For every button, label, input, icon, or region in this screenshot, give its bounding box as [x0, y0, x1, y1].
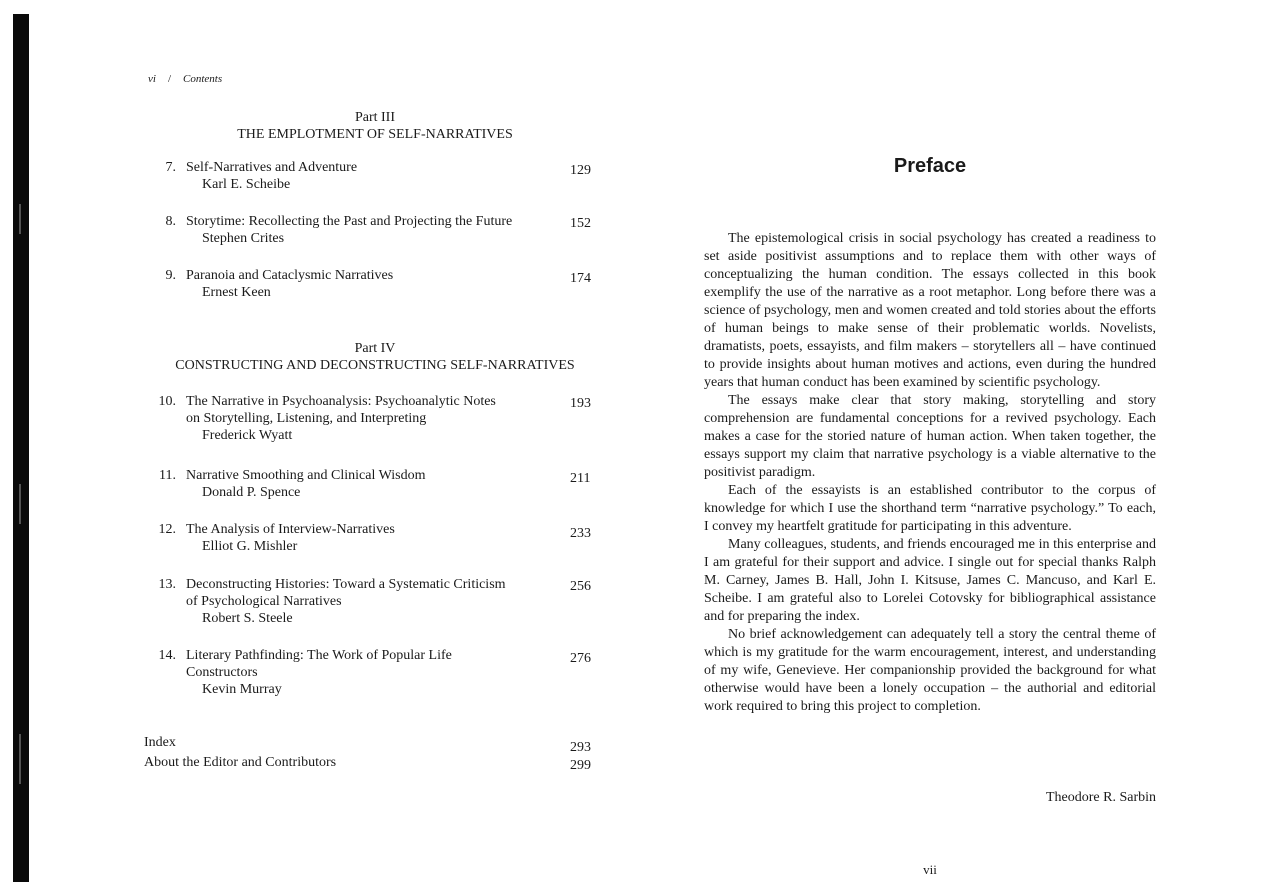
chapter-title-line: Constructors	[186, 665, 258, 680]
author-signature: Theodore R. Sarbin	[1045, 790, 1156, 805]
chapter-number: 12.	[158, 522, 176, 537]
book-binding-edge	[13, 14, 29, 882]
chapter-title	[186, 267, 556, 301]
preface-paragraph: The epistemological crisis in social psychology has created a readiness to set aside positivist assumptions and to replace them with other ways of conceptualizing the human condition. The essays collected in this book exemplify the use of the narrative as a root metaphor. Long before there was a science of psychology, men and women created and told stories about the efforts of human beings to make sense of their problematic worlds. Novelists, dramatists, poets, essayists, and film makers – storytellers all – have continued to provide insights about human motives and actions, even during the hundred years that human conduct has been examined by scientific psychology.	[704, 231, 1156, 390]
page-title: Preface	[893, 155, 967, 177]
chapter-author: Donald P. Spence	[202, 485, 301, 500]
chapter-page: 129	[570, 163, 591, 178]
chapter-title	[186, 159, 556, 193]
part-title: CONSTRUCTING AND DECONSTRUCTING SELF-NARRATIVES	[175, 358, 575, 373]
chapter-title-line: The Analysis of Interview-Narratives	[186, 522, 395, 537]
chapter-title	[186, 213, 556, 247]
preface-paragraph: No brief acknowledgement can adequately tell a story the central theme of which is my gratitude for the warm encouragement, interest, and understanding of my wife, Genevieve. Her companionship provided the background for what otherwise would have been a lonely occupation – the authorial and editorial work required to bring this project to completion.	[704, 627, 1156, 714]
part-label: Part III	[354, 110, 396, 125]
chapter-title-line: of Psychological Narratives	[186, 594, 342, 609]
chapter-title-line: The Narrative in Psychoanalysis: Psychoanalytic Notes	[186, 394, 496, 409]
chapter-number: 7.	[165, 160, 176, 175]
chapter-page: 233	[570, 526, 591, 541]
chapter-title-line: Literary Pathfinding: The Work of Popular Life	[186, 648, 452, 663]
chapter-author: Stephen Crites	[202, 231, 285, 246]
chapter-number: 10.	[158, 394, 176, 409]
binding-mark	[19, 734, 21, 784]
chapter-title	[186, 393, 556, 444]
chapter-number: 8.	[165, 214, 176, 229]
back-matter-label: Index	[144, 735, 176, 750]
running-header	[148, 73, 222, 85]
chapter-page: 256	[570, 579, 591, 594]
chapter-page: 276	[570, 651, 591, 666]
chapter-author: Elliot G. Mishler	[202, 539, 298, 554]
chapter-page: 193	[570, 396, 591, 411]
preface-paragraph: Many colleagues, students, and friends encouraged me in this enterprise and I am grateful for their support and advice. I single out for special thanks Ralph M. Carney, James B. Hall, John I. Kitsuse, James C. Mancuso, and Karl E. Scheibe. I am grateful also to Lorelei Cotovsky for bibliographical assistance and for preparing the index.	[704, 537, 1156, 624]
chapter-number: 9.	[165, 268, 176, 283]
chapter-title-line: Self-Narratives and Adventure	[186, 160, 358, 175]
chapter-title-line: Deconstructing Histories: Toward a Systematic Criticism	[186, 577, 506, 592]
back-matter-page: 299	[570, 758, 591, 773]
chapter-page: 211	[570, 471, 591, 486]
chapter-author: Kevin Murray	[202, 682, 282, 697]
preface-page	[704, 0, 1156, 894]
contents-page	[140, 0, 610, 894]
chapter-author: Frederick Wyatt	[202, 428, 293, 443]
chapter-author: Robert S. Steele	[202, 611, 293, 626]
header-label: Contents	[183, 73, 223, 85]
chapter-author: Ernest Keen	[202, 285, 271, 300]
binding-mark	[19, 484, 21, 524]
chapter-author: Karl E. Scheibe	[202, 177, 291, 192]
chapter-number: 13.	[158, 577, 176, 592]
binding-mark	[19, 204, 21, 234]
part-label: Part IV	[354, 341, 396, 356]
back-matter-page: 293	[570, 740, 591, 755]
part-heading	[140, 340, 610, 374]
chapter-number: 11.	[159, 468, 176, 483]
back-matter-label: About the Editor and Contributors	[144, 755, 337, 770]
chapter-title-line: Narrative Smoothing and Clinical Wisdom	[186, 468, 426, 483]
preface-paragraph: Each of the essayists is an established contributor to the corpus of knowledge for which I use the shorthand term “narrative psychology.” To each, I convey my heartfelt gratitude for participating in this adventure.	[704, 483, 1156, 534]
header-page-number: vi	[148, 73, 156, 85]
chapter-page: 152	[570, 216, 591, 231]
chapter-title	[186, 576, 556, 627]
chapter-title	[186, 647, 556, 698]
chapter-title-line: on Storytelling, Listening, and Interpreting	[186, 411, 427, 426]
toc-about-entry[interactable]	[144, 754, 600, 771]
page-number: vii	[923, 862, 937, 877]
chapter-number: 14.	[158, 648, 176, 663]
preface-paragraph: The essays make clear that story making, storytelling and story comprehension are fundamental conceptions for a revived psychology. Each makes a case for the storied nature of human action. When taken together, the essays support my claim that narrative psychology is a viable alternative to the positivist paradigm.	[704, 393, 1156, 480]
chapter-title-line: Storytime: Recollecting the Past and Projecting the Future	[186, 214, 513, 229]
toc-index-entry[interactable]	[144, 734, 600, 755]
part-heading	[140, 109, 610, 143]
chapter-page: 174	[570, 271, 591, 286]
header-separator: /	[167, 73, 172, 85]
preface-body	[704, 230, 1156, 716]
part-title: THE EMPLOTMENT OF SELF-NARRATIVES	[237, 127, 513, 142]
chapter-title	[186, 521, 556, 555]
chapter-title-line: Paranoia and Cataclysmic Narratives	[186, 268, 394, 283]
chapter-title	[186, 467, 556, 501]
